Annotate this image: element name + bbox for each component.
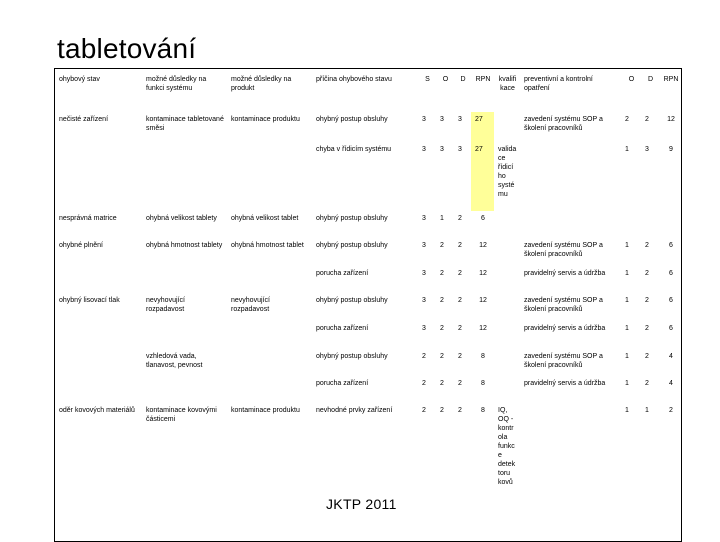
rpn-cell: 12 (479, 325, 487, 332)
severity-cell: 3 (422, 297, 426, 304)
cause-cell: ohybný postup obsluhy (316, 215, 388, 222)
occurrence-after-cell (621, 211, 641, 238)
detection-after-cell: 1 (645, 407, 649, 414)
occurrence-after-cell: 1 (625, 325, 629, 332)
occurrence-cell: 2 (440, 270, 444, 277)
detection-after-cell: 2 (645, 353, 649, 360)
table-row (55, 142, 682, 211)
effect-product-cell (227, 321, 312, 349)
cause-cell: ohybný postup obsluhy (316, 116, 388, 123)
detection-after-cell: 2 (645, 297, 649, 304)
detection-cell: 3 (458, 146, 462, 153)
qualification-cell (494, 321, 520, 349)
severity-cell: 3 (422, 116, 426, 123)
occurrence-after-cell: 1 (625, 297, 629, 304)
effect-system-cell: nevyhovující rozpadavost (146, 297, 185, 313)
effect-product-cell (227, 349, 312, 376)
occurrence-after-cell: 2 (625, 116, 629, 123)
severity-cell: 2 (422, 353, 426, 360)
effect-system-cell: ohybná velikost tablety (146, 215, 217, 222)
failure-state-cell: oděr kovových materiálů (59, 407, 135, 414)
table-row (55, 403, 682, 534)
effect-product-cell: kontaminace produktu (231, 116, 300, 123)
detection-cell: 2 (458, 242, 462, 249)
occurrence-cell: 2 (440, 407, 444, 414)
occurrence-cell: 1 (440, 215, 444, 222)
header-rpn-after: RPN (663, 76, 679, 83)
rpn-cell: 12 (479, 297, 487, 304)
slide-title: tabletování (57, 33, 197, 64)
qualification-cell (494, 376, 520, 403)
severity-cell: 2 (422, 407, 426, 414)
occurrence-after-cell: 1 (625, 242, 629, 249)
table-row (55, 321, 682, 349)
effect-product-cell: ohybná velikost tablet (231, 215, 299, 222)
effect-system-cell (142, 142, 227, 211)
table-row (55, 266, 682, 293)
severity-cell: 3 (422, 270, 426, 277)
effect-product-cell (227, 376, 312, 403)
qualification-cell: IQ, OQ - kontrola funkce detektoru kovů (498, 407, 516, 486)
effect-product-cell: nevyhovující rozpadavost (231, 297, 270, 313)
fmea-table-frame (54, 68, 682, 542)
detection-cell: 2 (458, 407, 462, 414)
cause-cell: ohybný postup obsluhy (316, 297, 388, 304)
occurrence-after-cell: 1 (625, 407, 629, 414)
detection-after-cell: 3 (645, 146, 649, 153)
rpn-after-cell: 9 (669, 146, 673, 153)
failure-state-cell (55, 266, 142, 293)
qualification-cell: validace řídicího systému (498, 146, 517, 198)
header-failure-state: ohybový stav (59, 76, 100, 83)
detection-after-cell: 2 (645, 242, 649, 249)
rpn-after-cell: 6 (669, 270, 673, 277)
detection-cell: 2 (458, 215, 462, 222)
measure-cell: pravidelný servis a údržba (524, 270, 606, 277)
detection-cell: 3 (458, 116, 462, 123)
failure-state-cell: nesprávná matrice (59, 215, 117, 222)
cause-cell: ohybný postup obsluhy (316, 242, 388, 249)
occurrence-cell: 2 (440, 297, 444, 304)
effect-system-cell: vzhledová vada, tlanavost, pevnost (146, 353, 203, 369)
failure-state-cell (55, 376, 142, 403)
header-effect-system: možné důsledky na funkci systému (146, 76, 207, 92)
qualification-cell (494, 112, 520, 142)
effect-product-cell (227, 142, 312, 211)
measure-cell: pravidelný servis a údržba (524, 380, 606, 387)
rpn-after-cell: 6 (669, 325, 673, 332)
rpn-after-cell: 12 (667, 116, 675, 123)
cause-cell: chyba v řídicím systému (316, 146, 392, 153)
severity-cell: 2 (422, 380, 426, 387)
table-row (55, 211, 682, 238)
occurrence-cell: 2 (440, 353, 444, 360)
detection-cell: 2 (458, 353, 462, 360)
measure-cell: zavedení systému SOP a školení pracovníků (524, 242, 603, 258)
failure-state-cell: ohybný lisovací tlak (59, 297, 120, 304)
effect-product-cell: kontaminace produktu (231, 407, 300, 414)
rpn-cell: 12 (479, 270, 487, 277)
measure-cell (520, 142, 621, 211)
severity-cell: 3 (422, 215, 426, 222)
severity-cell: 3 (422, 325, 426, 332)
failure-state-cell (55, 349, 142, 376)
occurrence-after-cell: 1 (625, 353, 629, 360)
qualification-cell (494, 266, 520, 293)
rpn-cell: 8 (481, 353, 485, 360)
fmea-table (55, 69, 682, 534)
rpn-after-cell: 6 (669, 297, 673, 304)
failure-state-cell: nečisté zařízení (59, 116, 109, 123)
failure-state-cell (55, 142, 142, 211)
header-cause: příčina ohybového stavu (316, 76, 392, 83)
rpn-after-cell: 4 (669, 353, 673, 360)
measure-cell (520, 403, 621, 534)
qualification-cell (494, 211, 520, 238)
header-measures: preventivní a kontrolní opatření (524, 76, 593, 92)
qualification-cell (494, 349, 520, 376)
header-row (55, 69, 682, 112)
detection-after-cell: 2 (645, 380, 649, 387)
header-rpn: RPN (475, 76, 491, 83)
cause-cell: nevhodné prvky zařízení (316, 407, 393, 414)
occurrence-cell: 3 (440, 116, 444, 123)
effect-system-cell (142, 266, 227, 293)
rpn-after-cell (659, 211, 682, 238)
measure-cell (520, 211, 621, 238)
occurrence-after-cell: 1 (625, 380, 629, 387)
qualification-cell (494, 293, 520, 321)
rpn-cell: 6 (481, 215, 485, 222)
detection-after-cell: 2 (645, 116, 649, 123)
occurrence-cell: 3 (440, 146, 444, 153)
rpn-cell: 27 (471, 142, 494, 211)
header-occurrence-after: O (628, 76, 635, 83)
effect-system-cell (142, 321, 227, 349)
detection-cell: 2 (458, 270, 462, 277)
effect-system-cell (142, 376, 227, 403)
failure-state-cell (55, 321, 142, 349)
effect-product-cell: ohybná hmotnost tablet (231, 242, 304, 249)
rpn-cell: 27 (471, 112, 494, 142)
measure-cell: zavedení systému SOP a školení pracovníků (524, 297, 603, 313)
slide-footer: JKTP 2011 (326, 496, 397, 512)
qualification-cell (494, 238, 520, 266)
severity-cell: 3 (422, 242, 426, 249)
detection-cell: 2 (458, 380, 462, 387)
table-row (55, 349, 682, 376)
header-severity: S (425, 76, 430, 83)
detection-cell: 2 (458, 297, 462, 304)
table-row (55, 293, 682, 321)
cause-cell: porucha zařízení (316, 270, 369, 277)
cause-cell: porucha zařízení (316, 380, 369, 387)
detection-after-cell: 2 (645, 270, 649, 277)
occurrence-cell: 2 (440, 325, 444, 332)
rpn-cell: 12 (479, 242, 487, 249)
rpn-cell: 8 (481, 380, 485, 387)
rpn-cell: 8 (481, 407, 485, 414)
rpn-after-cell: 2 (669, 407, 673, 414)
occurrence-cell: 2 (440, 242, 444, 249)
effect-system-cell: kontaminace kovovými částicemi (146, 407, 217, 423)
occurrence-cell: 2 (440, 380, 444, 387)
header-qualification: kvalifikace (498, 76, 517, 92)
detection-cell: 2 (458, 325, 462, 332)
detection-after-cell (641, 211, 659, 238)
table-row (55, 376, 682, 403)
table-row (55, 238, 682, 266)
measure-cell: pravidelný servis a údržba (524, 325, 606, 332)
cause-cell: ohybný postup obsluhy (316, 353, 388, 360)
effect-product-cell (227, 266, 312, 293)
header-effect-product: možné důsledky na produkt (231, 76, 292, 92)
failure-state-cell: ohybné plnění (59, 242, 103, 249)
rpn-after-cell: 4 (669, 380, 673, 387)
measure-cell: zavedení systému SOP a školení pracovníků (524, 116, 603, 132)
header-occurrence: O (442, 76, 449, 83)
header-detection: D (460, 76, 466, 83)
rpn-after-cell: 6 (669, 242, 673, 249)
effect-system-cell: ohybná hmotnost tablety (146, 242, 223, 249)
detection-after-cell: 2 (645, 325, 649, 332)
effect-system-cell: kontaminace tabletované směsi (146, 116, 224, 132)
header-detection-after: D (647, 76, 654, 83)
table-row (55, 112, 682, 142)
severity-cell: 3 (422, 146, 426, 153)
measure-cell: zavedení systému SOP a školení pracovníků (524, 353, 603, 369)
occurrence-after-cell: 1 (625, 270, 629, 277)
cause-cell: porucha zařízení (316, 325, 369, 332)
occurrence-after-cell: 1 (625, 146, 629, 153)
